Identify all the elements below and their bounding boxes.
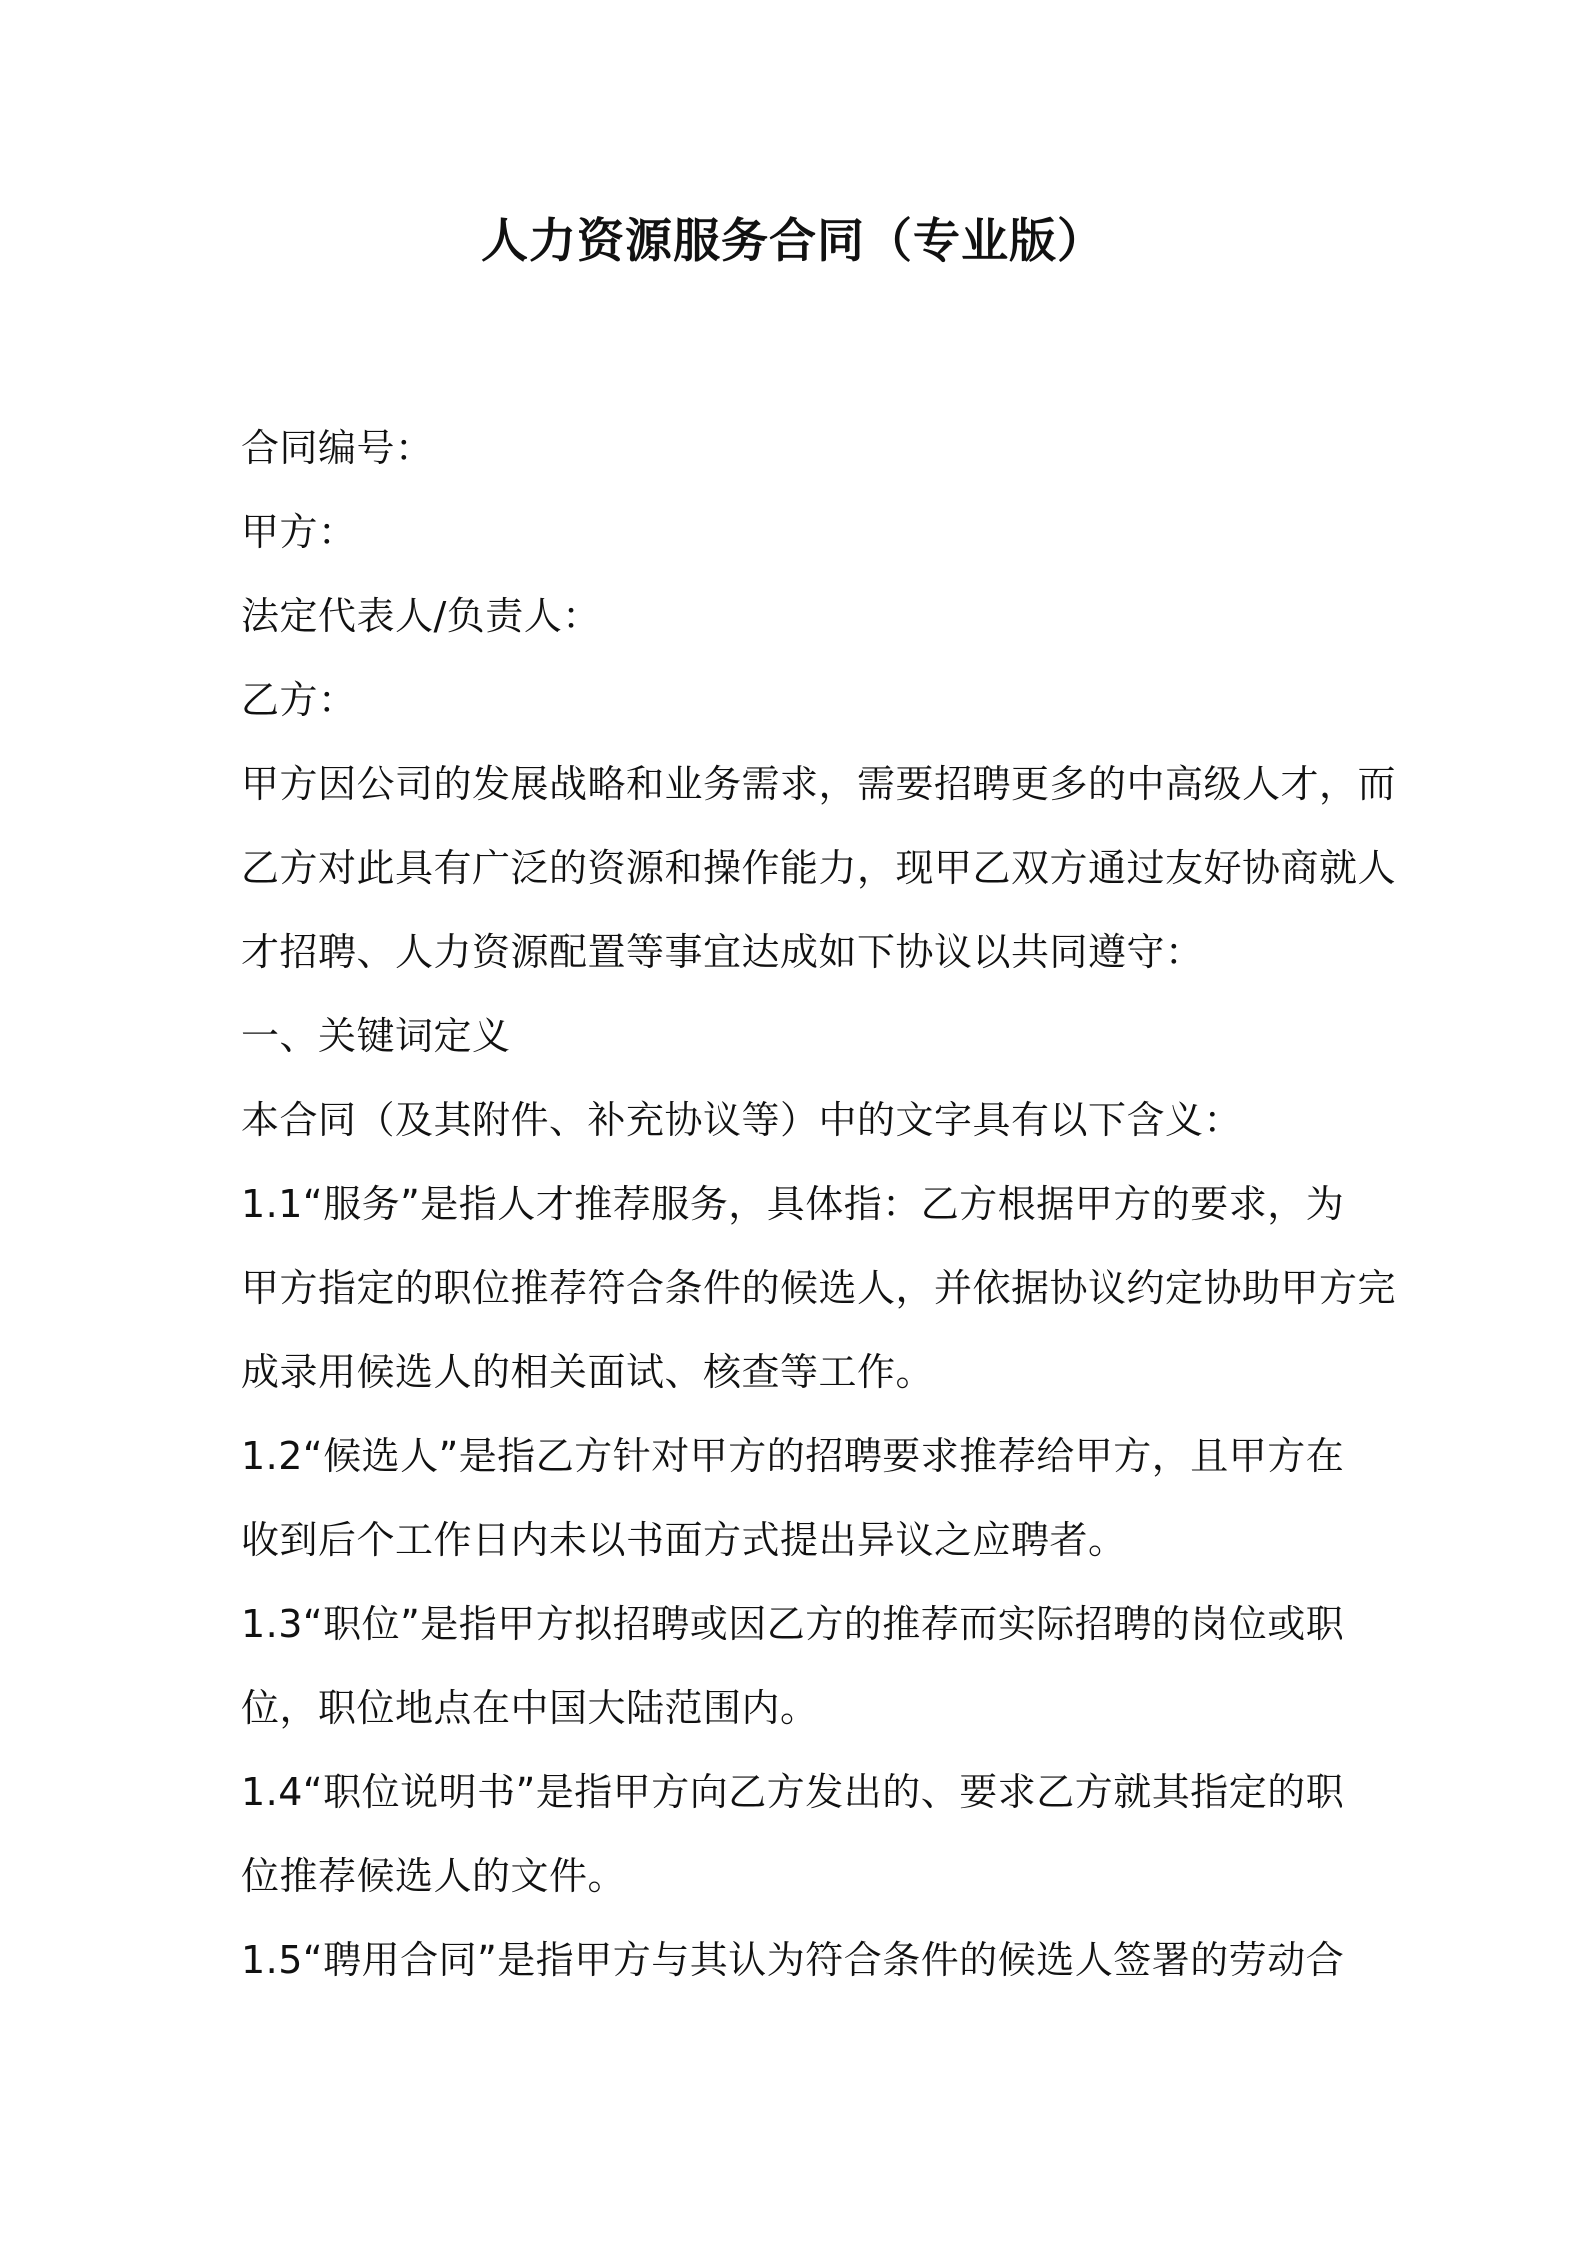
clause-1-2-line: 收到后个工作日内未以书面方式提出异议之应聘者。 [241, 1518, 1127, 1562]
clause-1-4-line: 位推荐候选人的文件。 [241, 1854, 627, 1898]
party-a-field: 甲方： [241, 510, 357, 554]
clause-1-5-line: 1.5“聘用合同”是指甲方与其认为符合条件的候选人签署的劳动合 [241, 1938, 1345, 1982]
clause-1-3-line: 位，职位地点在中国大陆范围内。 [241, 1686, 819, 1730]
preamble-line: 才招聘、人力资源配置等事宜达成如下协议以共同遵守： [241, 930, 1204, 974]
clause-1-1-line: 成录用候选人的相关面试、核查等工作。 [241, 1350, 935, 1394]
clause-1-1-line: 1.1“服务”是指人才推荐服务，具体指：乙方根据甲方的要求，为 [241, 1182, 1345, 1226]
clause-1-4-line: 1.4“职位说明书”是指甲方向乙方发出的、要求乙方就其指定的职 [241, 1770, 1345, 1814]
clause-1-2-line: 1.2“候选人”是指乙方针对甲方的招聘要求推荐给甲方，且甲方在 [241, 1434, 1345, 1478]
preamble-line: 甲方因公司的发展战略和业务需求，需要招聘更多的中高级人才，而 [241, 762, 1397, 806]
section-heading: 一、关键词定义 [241, 1014, 511, 1058]
legal-representative-field: 法定代表人/负责人： [241, 594, 601, 638]
party-b-field: 乙方： [241, 678, 357, 722]
preamble-line: 乙方对此具有广泛的资源和操作能力，现甲乙双方通过友好协商就人 [241, 846, 1397, 890]
section-intro: 本合同（及其附件、补充协议等）中的文字具有以下含义： [241, 1098, 1243, 1142]
clause-1-1-line: 甲方指定的职位推荐符合条件的候选人，并依据协议约定协助甲方完 [241, 1266, 1397, 1310]
clause-1-3-line: 1.3“职位”是指甲方拟招聘或因乙方的推荐而实际招聘的岗位或职 [241, 1602, 1345, 1646]
contract-number-field: 合同编号： [241, 426, 434, 470]
document-title: 人力资源服务合同（专业版） [481, 214, 1105, 269]
document-body [241, 406, 1397, 2002]
